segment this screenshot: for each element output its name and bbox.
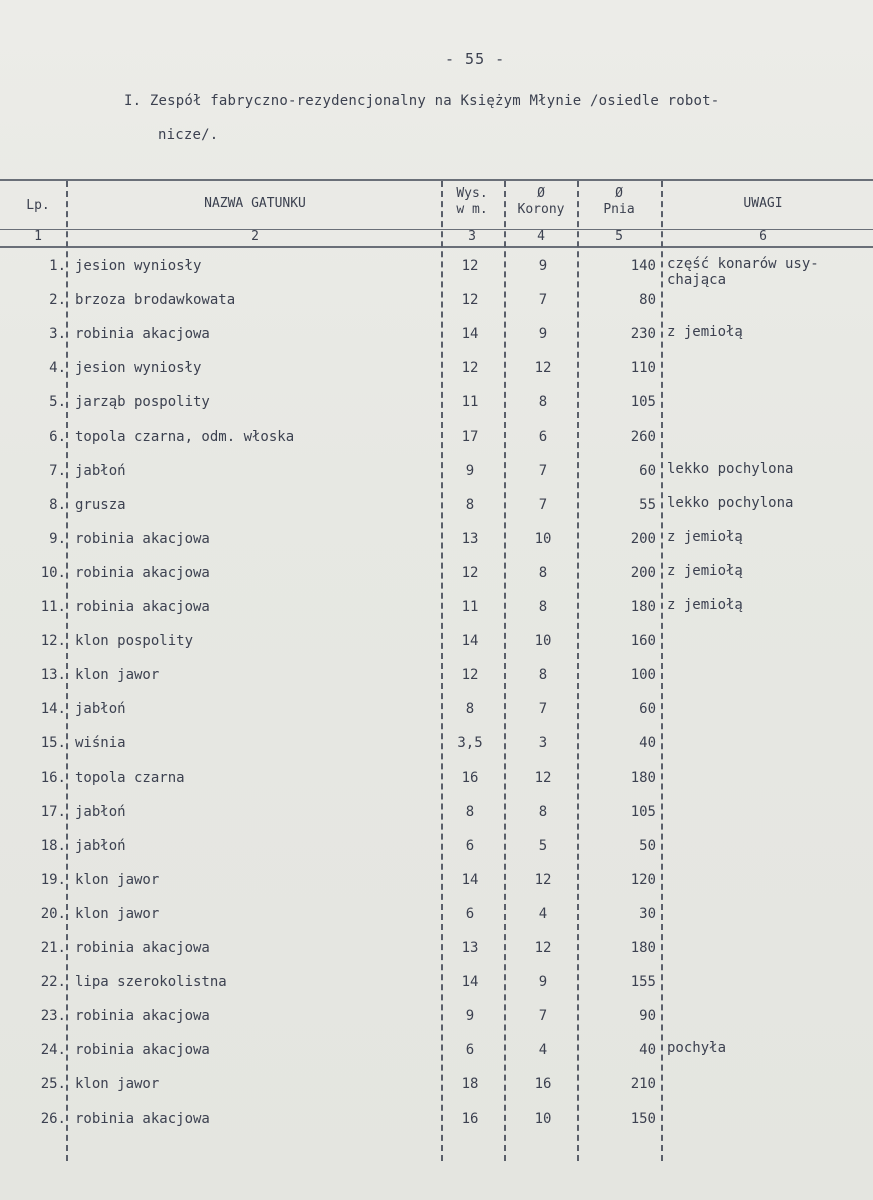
trunk-diameter: 120: [630, 871, 656, 888]
crown-diameter: 9: [538, 258, 548, 274]
table-row: [0, 802, 873, 836]
trunk-diameter: 100: [630, 667, 656, 684]
table-row: [0, 836, 873, 870]
trunk-diameter: 105: [630, 803, 656, 820]
species-name: robinia akacjowa: [75, 530, 210, 547]
row-number: 12.: [40, 633, 66, 650]
row-number: 11.: [40, 599, 66, 615]
table-row: [0, 290, 873, 324]
notes-text: pochyła: [667, 1040, 727, 1057]
crown-diameter: 8: [538, 599, 548, 615]
height-value: 8: [465, 496, 475, 513]
row-number: 15.: [40, 735, 66, 752]
trunk-diameter: 230: [630, 326, 656, 343]
species-name: robinia akacjowa: [75, 1110, 210, 1127]
species-name: robinia akacjowa: [75, 599, 210, 615]
height-value: 6: [465, 905, 475, 922]
notes-text: z jemiołą: [667, 528, 743, 545]
table-row: [0, 563, 873, 597]
height-value: 18: [461, 1076, 479, 1093]
trunk-diameter: 105: [630, 394, 656, 411]
trunk-diameter: 140: [630, 258, 656, 274]
height-value: 12: [461, 667, 479, 684]
species-name: robinia akacjowa: [75, 1042, 210, 1059]
row-number: 8.: [49, 496, 66, 513]
crown-diameter: 4: [538, 905, 548, 922]
table-row: [0, 1074, 873, 1108]
crown-diameter: 10: [534, 633, 552, 650]
crown-diameter: 4: [538, 1042, 548, 1059]
trunk-diameter: 50: [639, 837, 656, 854]
table-row: [0, 768, 873, 802]
table-row: [0, 256, 873, 290]
height-value: 12: [461, 292, 479, 309]
table-row: [0, 529, 873, 563]
height-value: 8: [465, 803, 475, 820]
row-number: 3.: [49, 326, 66, 343]
table-row: [0, 904, 873, 938]
crown-diameter: 16: [534, 1076, 552, 1093]
row-number: 9.: [49, 530, 66, 547]
height-value: 14: [461, 871, 479, 888]
notes-text: część konarów usy-chająca: [667, 256, 819, 288]
crown-diameter: 12: [534, 871, 552, 888]
trunk-diameter: 200: [630, 564, 656, 581]
column-number: 2: [251, 229, 259, 244]
row-number: 24.: [40, 1042, 66, 1059]
crown-diameter: 8: [538, 803, 548, 820]
species-name: jabłoń: [75, 462, 126, 479]
trunk-diameter: 180: [630, 940, 656, 956]
species-name: robinia akacjowa: [75, 940, 210, 956]
species-name: topola czarna: [75, 769, 185, 786]
column-number-rule: [0, 246, 873, 248]
species-name: klon jawor: [75, 871, 160, 888]
header-trunk: Ø Pnia: [603, 186, 635, 217]
table-row: [0, 324, 873, 358]
species-name: lipa szerokolistna: [75, 974, 227, 991]
height-value: 14: [461, 633, 479, 650]
height-value: 9: [465, 462, 475, 479]
crown-diameter: 12: [534, 360, 552, 377]
row-number: 19.: [40, 871, 66, 888]
species-name: jabłoń: [75, 701, 126, 718]
height-value: 6: [465, 837, 475, 854]
trunk-diameter: 160: [630, 633, 656, 650]
species-name: robinia akacjowa: [75, 326, 210, 343]
crown-diameter: 6: [538, 428, 548, 445]
species-name: robinia akacjowa: [75, 564, 210, 581]
header-crown: Ø Korony: [517, 186, 565, 217]
row-number: 26.: [40, 1110, 66, 1127]
column-number: 1: [34, 229, 42, 244]
table-top-rule: [0, 179, 873, 181]
height-value: 6: [465, 1042, 475, 1059]
height-value: 17: [461, 428, 479, 445]
species-name: klon pospolity: [75, 633, 194, 650]
crown-diameter: 12: [534, 769, 552, 786]
column-number: 5: [615, 229, 623, 244]
table-row: [0, 938, 873, 972]
species-name: robinia akacjowa: [75, 1008, 210, 1025]
species-name: jabłoń: [75, 803, 126, 820]
row-number: 10.: [40, 564, 66, 581]
species-name: jesion wyniosły: [75, 360, 202, 377]
height-value: 11: [461, 394, 479, 411]
trunk-diameter: 110: [630, 360, 656, 377]
height-value: 11: [461, 599, 479, 615]
row-number: 18.: [40, 837, 66, 854]
row-number: 17.: [40, 803, 66, 820]
row-number: 25.: [40, 1076, 66, 1093]
column-number: 3: [468, 229, 476, 244]
trunk-diameter: 40: [639, 735, 656, 752]
height-value: 12: [461, 360, 479, 377]
table-row: [0, 358, 873, 392]
table-row: [0, 631, 873, 665]
header-notes: UWAGI: [743, 196, 783, 211]
trunk-diameter: 200: [630, 530, 656, 547]
row-number: 4.: [49, 360, 66, 377]
species-name: topola czarna, odm. włoska: [75, 428, 295, 445]
crown-diameter: 10: [534, 1110, 552, 1127]
height-value: 9: [465, 1008, 475, 1025]
trunk-diameter: 210: [630, 1076, 656, 1093]
height-value: 16: [461, 769, 479, 786]
page-number: - 55 -: [445, 50, 506, 68]
table-row: [0, 427, 873, 461]
table-row: [0, 1040, 873, 1074]
row-number: 16.: [40, 769, 66, 786]
crown-diameter: 9: [538, 974, 548, 991]
crown-diameter: 7: [538, 292, 548, 309]
table-row: [0, 972, 873, 1006]
trunk-diameter: 40: [639, 1042, 656, 1059]
row-number: 13.: [40, 667, 66, 684]
height-value: 8: [465, 701, 475, 718]
species-name: klon jawor: [75, 1076, 160, 1093]
species-name: grusza: [75, 496, 126, 513]
table-row: [0, 1006, 873, 1040]
row-number: 14.: [40, 701, 66, 718]
species-name: klon jawor: [75, 667, 160, 684]
row-number: 5.: [49, 394, 66, 411]
row-number: 22.: [40, 974, 66, 991]
row-number: 20.: [40, 905, 66, 922]
species-name: jesion wyniosły: [75, 258, 202, 274]
header-lp: Lp.: [26, 198, 50, 213]
species-name: brzoza brodawkowata: [75, 292, 236, 309]
crown-diameter: 8: [538, 667, 548, 684]
crown-diameter: 5: [538, 837, 548, 854]
notes-text: z jemiołą: [667, 562, 743, 579]
species-name: jarząb pospolity: [75, 394, 210, 411]
trunk-diameter: 150: [630, 1110, 656, 1127]
crown-diameter: 8: [538, 394, 548, 411]
height-value: 13: [461, 530, 479, 547]
crown-diameter: 9: [538, 326, 548, 343]
table-row: [0, 870, 873, 904]
height-value: 13: [461, 940, 479, 956]
species-name: klon jawor: [75, 905, 160, 922]
heading-line-1: I. Zespół fabryczno-rezydencjonalny na Księżym Młynie /osiedle robot-: [124, 93, 720, 109]
trunk-diameter: 155: [630, 974, 656, 991]
trunk-diameter: 60: [639, 462, 656, 479]
row-number: 6.: [49, 428, 66, 445]
trunk-diameter: 55: [639, 496, 656, 513]
table-row: [0, 665, 873, 699]
row-number: 21.: [40, 940, 66, 956]
trunk-diameter: 180: [630, 599, 656, 615]
row-number: 1.: [49, 258, 66, 274]
notes-text: z jemiołą: [667, 324, 743, 341]
height-value: 14: [461, 974, 479, 991]
height-value: 3,5: [457, 735, 483, 752]
table-row: [0, 699, 873, 733]
column-number: 6: [759, 229, 767, 244]
notes-text: z jemiołą: [667, 597, 743, 613]
table-row: [0, 1109, 873, 1143]
table-row: [0, 461, 873, 495]
trunk-diameter: 80: [639, 292, 656, 309]
trunk-diameter: 260: [630, 428, 656, 445]
trunk-diameter: 30: [639, 905, 656, 922]
trunk-diameter: 90: [639, 1008, 656, 1025]
table-row: [0, 392, 873, 426]
crown-diameter: 8: [538, 564, 548, 581]
column-number: 4: [537, 229, 545, 244]
crown-diameter: 3: [538, 735, 548, 752]
row-number: 7.: [49, 462, 66, 479]
crown-diameter: 12: [534, 940, 552, 956]
crown-diameter: 7: [538, 701, 548, 718]
notes-text: lekko pochylona: [667, 494, 794, 511]
trunk-diameter: 60: [639, 701, 656, 718]
crown-diameter: 7: [538, 462, 548, 479]
table-row: [0, 733, 873, 767]
heading-line-2: nicze/.: [158, 127, 219, 143]
trunk-diameter: 180: [630, 769, 656, 786]
table-row: [0, 495, 873, 529]
crown-diameter: 7: [538, 1008, 548, 1025]
species-name: wiśnia: [75, 735, 126, 752]
row-number: 2.: [49, 292, 66, 309]
section-heading: [124, 84, 844, 152]
species-name: jabłoń: [75, 837, 126, 854]
header-height: Wys. w m.: [456, 186, 488, 217]
notes-text: lekko pochylona: [667, 460, 794, 477]
crown-diameter: 7: [538, 496, 548, 513]
height-value: 12: [461, 258, 479, 274]
height-value: 16: [461, 1110, 479, 1127]
height-value: 14: [461, 326, 479, 343]
crown-diameter: 10: [534, 530, 552, 547]
table-row: [0, 597, 873, 631]
height-value: 12: [461, 564, 479, 581]
row-number: 23.: [40, 1008, 66, 1025]
header-name: NAZWA GATUNKU: [204, 196, 306, 211]
